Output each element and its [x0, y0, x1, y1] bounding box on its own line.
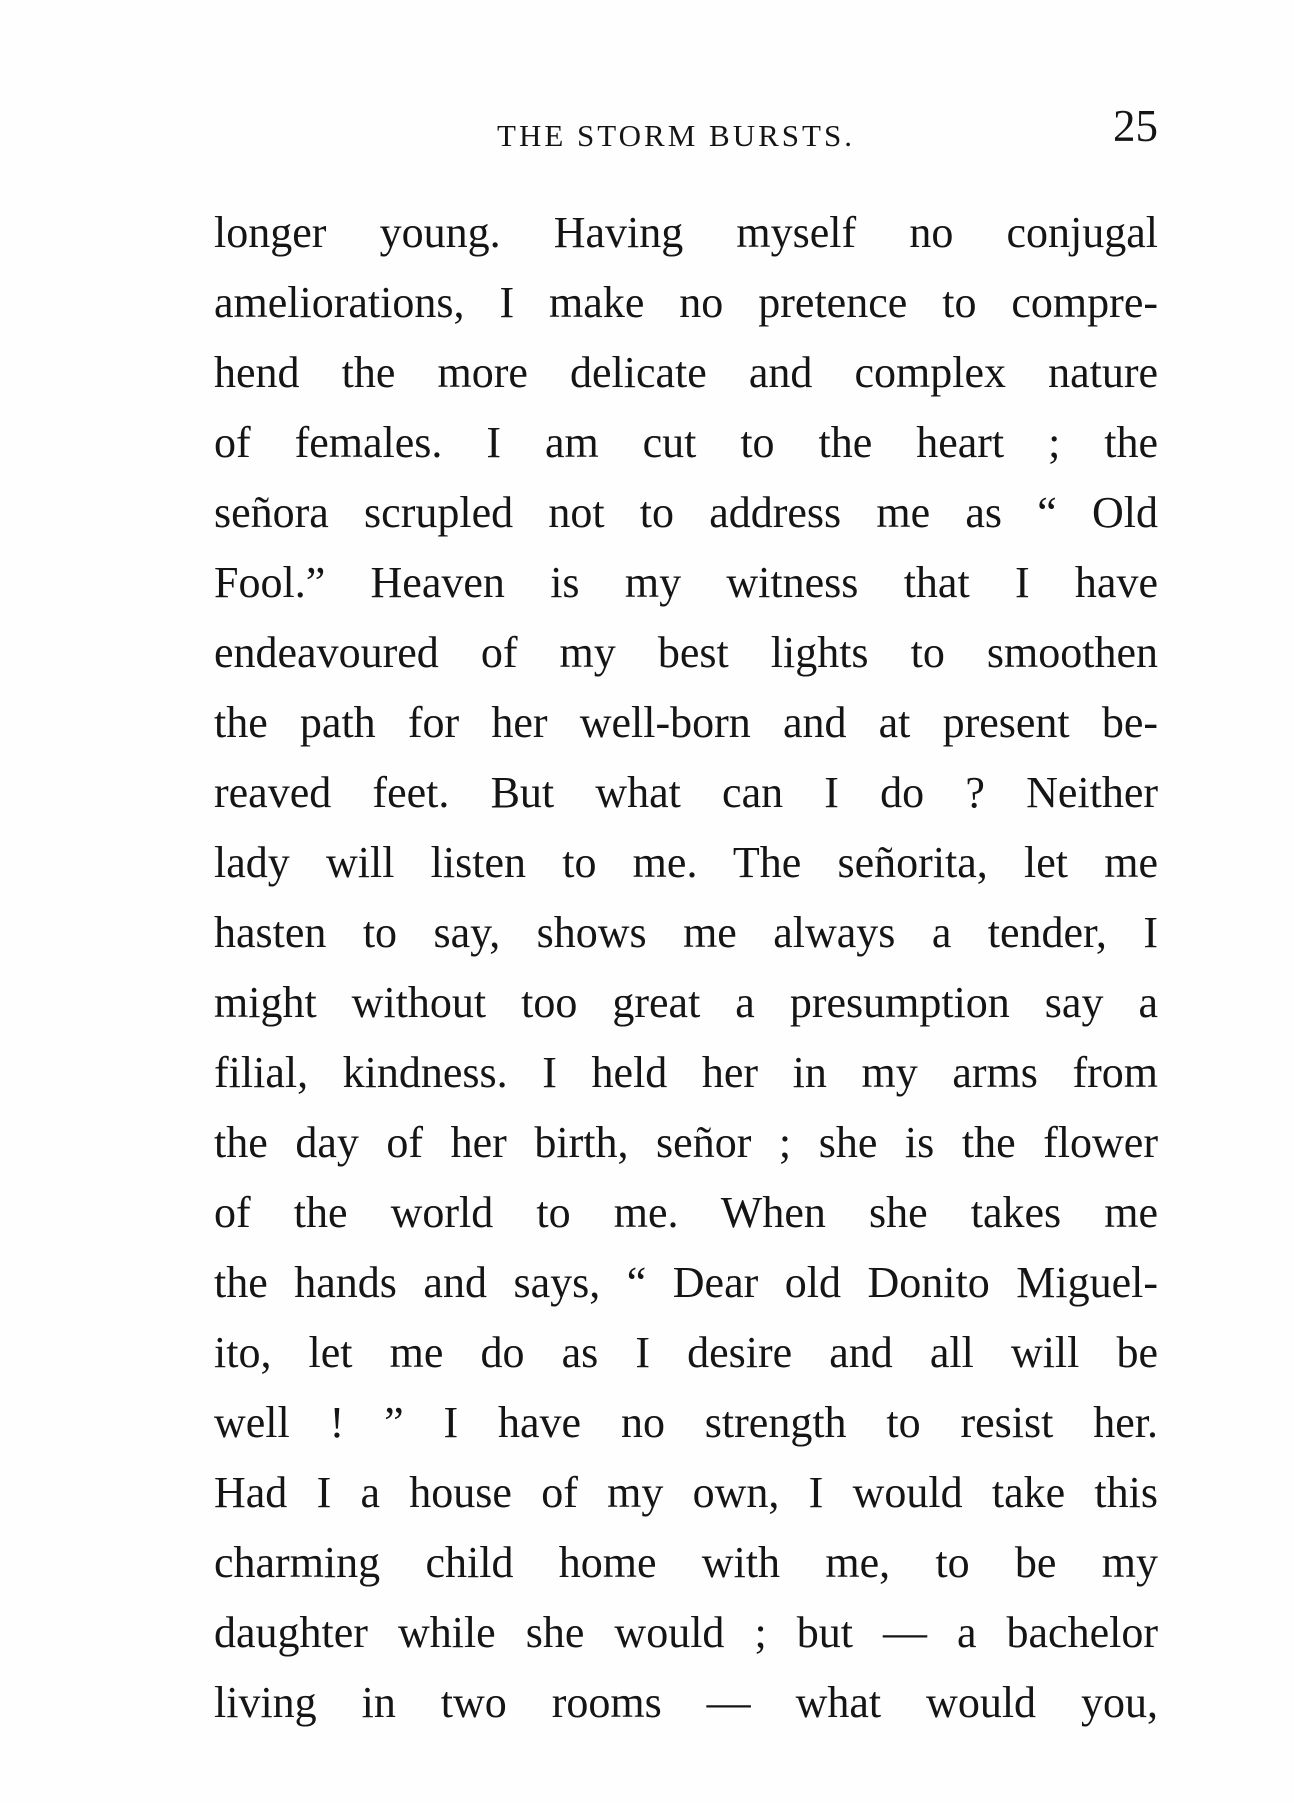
text-line: hend the more delicate and complex nature — [214, 348, 1158, 397]
text-line: Fool.” Heaven is my witness that I have — [214, 558, 1158, 607]
text-line: Had I a house of my own, I would take this — [214, 1468, 1158, 1517]
text-line: ito, let me do as I desire and all will be — [214, 1328, 1158, 1377]
text-line: lady will listen to me. The señorita, let me — [214, 838, 1158, 887]
text-line: longer young. Having myself no conjugal — [214, 208, 1158, 257]
running-head — [214, 101, 1158, 164]
text-line: living in two rooms — what would you, — [214, 1678, 1158, 1727]
text-line: of females. I am cut to the heart ; the — [214, 418, 1158, 467]
text-line: might without too great a presumption say a — [214, 978, 1158, 1027]
page-number: 25 — [1113, 101, 1158, 151]
text-line: charming child home with me, to be my — [214, 1538, 1158, 1587]
text-line: filial, kindness. I held her in my arms from — [214, 1048, 1158, 1097]
text-line: of the world to me. When she takes me — [214, 1188, 1158, 1237]
text-line: endeavoured of my best lights to smoothen — [214, 628, 1158, 677]
running-title: THE STORM BURSTS. — [497, 118, 855, 153]
text-line: ameliorations, I make no pretence to compre- — [214, 278, 1158, 327]
text-line: daughter while she would ; but — a bachelor — [214, 1608, 1158, 1657]
text-line: reaved feet. But what can I do ? Neither — [214, 768, 1158, 817]
text-line: the path for her well-born and at present be- — [214, 698, 1158, 747]
text-line: hasten to say, shows me always a tender, I — [214, 908, 1158, 957]
body-text — [214, 198, 1158, 1738]
text-line: the hands and says, “ Dear old Donito Miguel- — [214, 1258, 1158, 1307]
text-line: señora scrupled not to address me as “ Old — [214, 488, 1158, 537]
text-line: well ! ” I have no strength to resist her. — [214, 1398, 1158, 1447]
text-line: the day of her birth, señor ; she is the flower — [214, 1118, 1158, 1167]
